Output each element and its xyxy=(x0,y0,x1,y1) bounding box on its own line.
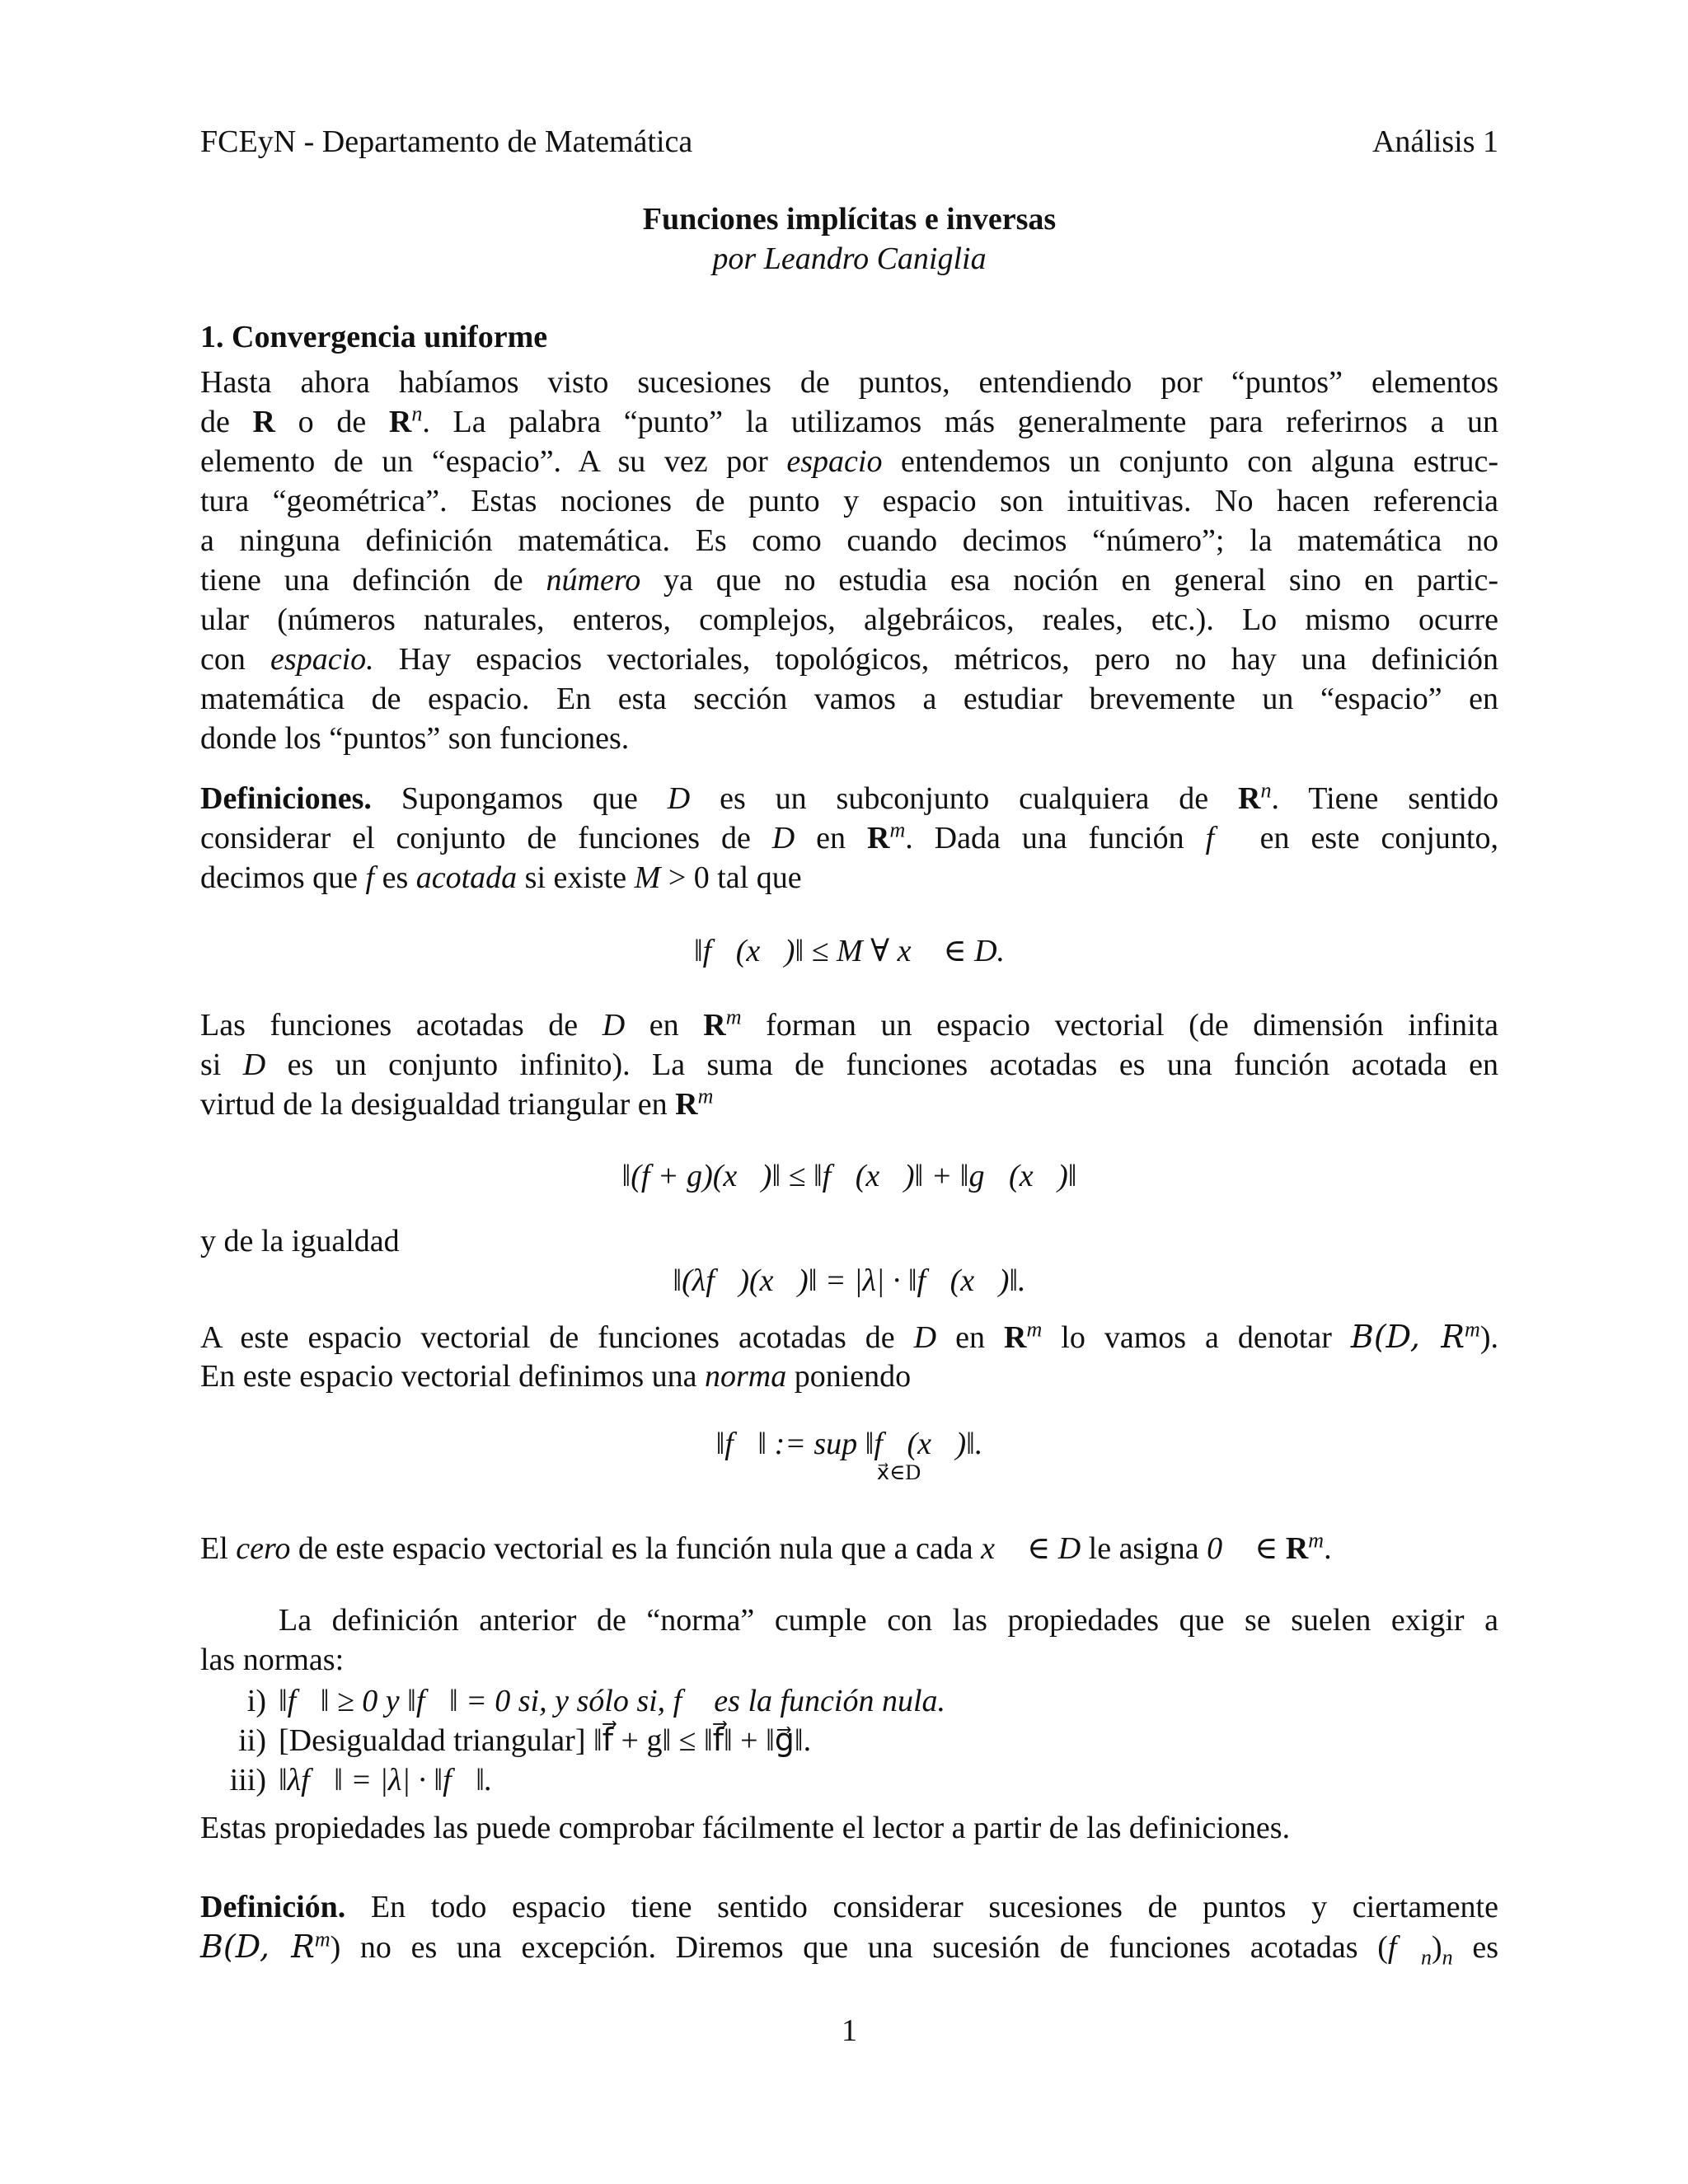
list-item: ‖f⃗‖ ≥ 0 y ‖f⃗‖ = 0 si, y sólo si, f⃗ es la función nula. xyxy=(279,1684,946,1718)
section-heading: 1. Convergencia uniforme xyxy=(200,320,548,354)
text-line: elemento de un “espacio”. A su vez por espacio entendemos un conjunto con alguna estruc- xyxy=(200,444,1498,479)
header-department: FCEyN - Departamento de Matemática xyxy=(200,124,693,159)
text-line: si D es un conjunto infinito). La suma de funciones acotadas es una función acotada en xyxy=(200,1047,1498,1082)
text-line: virtud de la desigualdad triangular en $R^m$ xyxy=(200,1084,714,1122)
text-line: y de la igualdad xyxy=(200,1224,400,1258)
text-line: con espacio. Hay espacios vectoriales, topológicos, métricos, pero no hay una definición xyxy=(200,642,1498,677)
text-line: decimos que f es acotada si existe M > 0 tal que xyxy=(200,860,802,895)
text-line: Definición. En todo espacio tiene sentido considerar sucesiones de puntos y ciertamente xyxy=(200,1890,1498,1924)
list-number: i) xyxy=(246,1684,266,1718)
intro-paragraph xyxy=(200,363,1498,758)
list-number: ii) xyxy=(238,1723,266,1758)
list-item: [Desigualdad triangular] ‖f⃗ + g‖ ≤ ‖f⃗‖ + ‖g⃗‖. xyxy=(279,1723,812,1758)
equation-sup-subscript: x⃗∈D xyxy=(876,1460,921,1484)
list-item: ‖λf⃗‖ = |λ| · ‖f⃗‖. xyxy=(279,1763,493,1797)
text-line: considerar el conjunto de funciones de D en $R^m$. Dada una función f⃗ en este conjunto, xyxy=(200,818,1498,855)
text-line: tiene una definción de número ya que no estudia esa noción en general sino en partic- xyxy=(200,563,1498,598)
equation-norm-definition: ‖f⃗‖ := sup ‖f⃗(x⃗)‖. xyxy=(715,1427,983,1461)
definition-paragraph xyxy=(200,1887,1498,1970)
document-title: Funciones implícitas e inversas xyxy=(642,202,1057,237)
document-author: por Leandro Caniglia xyxy=(712,241,987,276)
list-number: iii) xyxy=(229,1763,266,1797)
space-paragraph xyxy=(200,1317,1498,1396)
text-line: Las funciones acotadas de D en $R^m$ forman un espacio vectorial (de dimensión infinita xyxy=(200,1005,1498,1043)
equation-triangle: ‖(f + g)(x⃗)‖ ≤ ‖f⃗(x⃗)‖ + ‖g⃗(x⃗)‖ xyxy=(621,1159,1077,1193)
definitions-paragraph xyxy=(200,779,1498,898)
bounded-functions-paragraph xyxy=(200,1005,1498,1124)
text-line: de R o de $R^n$. La palabra “punto” la utilizamos más generalmente para referirnos a un xyxy=(200,401,1498,439)
text-line: Definiciones. Supongamos que D es un subconjunto cualquiera de $R^n$. Tiene sentido xyxy=(200,778,1499,816)
header-course: Análisis 1 xyxy=(1372,124,1498,159)
text-line: ular (números naturales, enteros, complejos, algebráicos, reales, etc.). Lo mismo ocurre xyxy=(200,602,1498,637)
text-line: a ninguna definición matemática. Es como cuando decimos “número”; la matemática no xyxy=(200,523,1498,558)
text-line: matemática de espacio. En esta sección vamos a estudiar brevemente un “espacio” en xyxy=(200,682,1498,716)
definition-label: Definición. xyxy=(200,1890,346,1924)
equation-bound: ‖f⃗(x⃗)‖ ≤ M ∀ x⃗ ∈ D. xyxy=(693,934,1006,968)
text-line: tura “geométrica”. Estas nociones de punto y espacio son intuitivas. No hacen referencia xyxy=(200,484,1498,518)
text-line: Hasta ahora habíamos visto sucesiones de puntos, entendiendo por “puntos” elementos xyxy=(200,365,1498,400)
text-line: donde los “puntos” son funciones. xyxy=(200,721,630,756)
equation-scalar: ‖(λf⃗)(x⃗)‖ = |λ| · ‖f⃗(x⃗)‖. xyxy=(673,1263,1026,1298)
text-line: B(D, $R^m$) no es una excepción. Diremos que una sucesión de funciones acotadas $(f⃗_n)_n$ es xyxy=(200,1927,1498,1970)
text-line: A este espacio vectorial de funciones acotadas de D en $R^m$ lo vamos a denotar B(D, $R^m$). xyxy=(200,1317,1498,1355)
zero-sentence: El cero de este espacio vectorial es la función nula que a cada x⃗ ∈ D le asigna 0⃗ ∈ $R^m$. xyxy=(200,1528,1332,1566)
page-number: 1 xyxy=(842,2013,857,2048)
norm-properties-intro xyxy=(200,1601,1498,1680)
document-page xyxy=(200,0,1498,2184)
text-line: La definición anterior de “norma” cumple con las propiedades que se suelen exigir a xyxy=(279,1603,1498,1638)
text-line: Estas propiedades las puede comprobar fácilmente el lector a partir de las definiciones. xyxy=(200,1811,1291,1845)
running-header xyxy=(200,122,1498,163)
definitions-label: Definiciones. xyxy=(200,781,372,816)
text-line: En este espacio vectorial definimos una norma poniendo xyxy=(200,1359,912,1394)
text-line: las normas: xyxy=(200,1643,345,1677)
